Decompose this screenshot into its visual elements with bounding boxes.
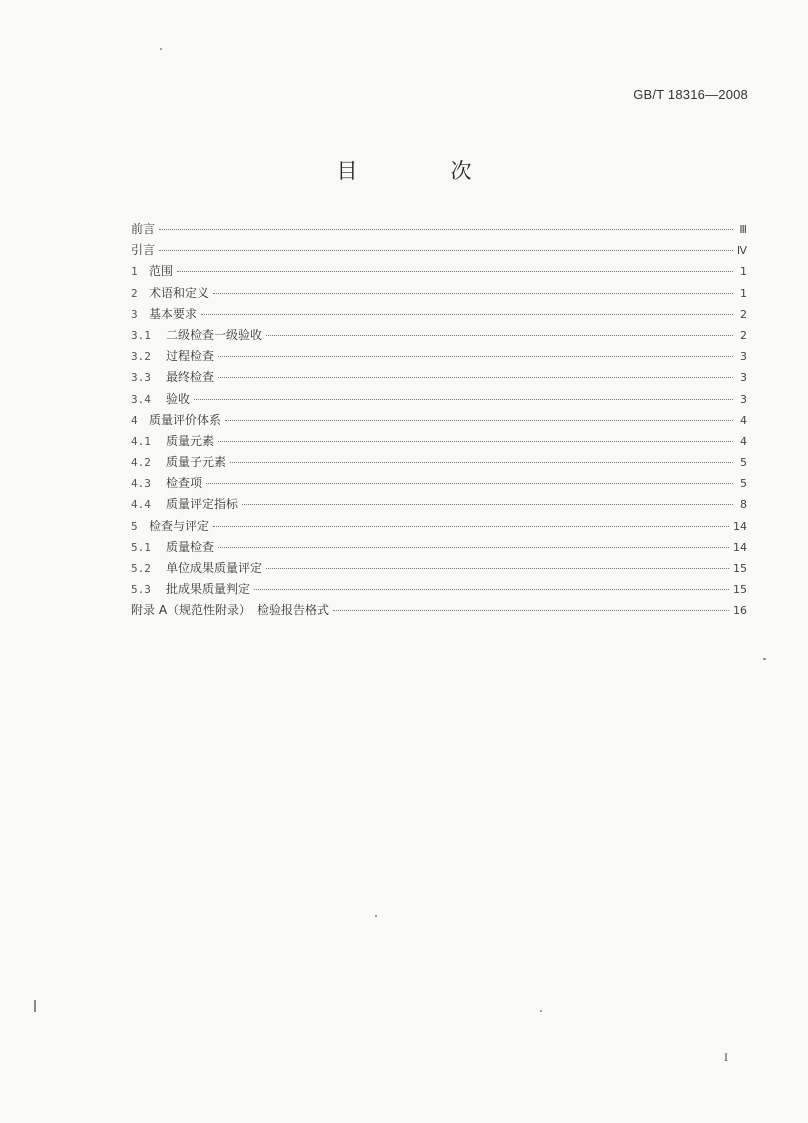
toc-dot-leader xyxy=(254,588,729,590)
toc-entry[interactable] xyxy=(131,579,747,600)
toc-entry[interactable] xyxy=(131,600,747,621)
toc-entry-label: 质量评价体系 xyxy=(149,412,222,427)
toc-entry[interactable] xyxy=(131,410,747,431)
toc-dot-leader xyxy=(213,525,729,527)
scan-speck xyxy=(763,658,766,660)
toc-entry-page: 4 xyxy=(740,413,747,427)
toc-entry[interactable] xyxy=(131,516,747,537)
toc-entry[interactable] xyxy=(131,283,747,304)
toc-entry[interactable] xyxy=(131,261,747,282)
toc-entry-page: 14 xyxy=(733,519,747,533)
toc-entry[interactable] xyxy=(131,240,747,261)
toc-entry-number: 1 xyxy=(131,265,138,279)
toc-entry-label: 范围 xyxy=(149,264,174,279)
toc-title: 目 次 xyxy=(336,159,508,183)
toc-entry-number: 5.3 xyxy=(131,583,151,597)
toc-dot-leader xyxy=(194,398,733,400)
toc-entry-number: 4.2 xyxy=(131,456,151,470)
toc-dot-leader xyxy=(159,249,733,251)
toc-entry-number: 2 xyxy=(131,286,138,300)
toc-entry[interactable] xyxy=(131,346,747,367)
toc-entry-number: 4.1 xyxy=(131,434,151,448)
scan-speck xyxy=(160,48,162,50)
toc-entry-label: 验收 xyxy=(166,391,191,406)
toc-entry[interactable] xyxy=(131,537,747,558)
toc-entry-page: 14 xyxy=(733,540,747,554)
table-of-contents xyxy=(131,219,747,622)
toc-entry-number: 3.1 xyxy=(131,328,151,342)
toc-entry-page: 15 xyxy=(733,583,747,597)
standard-code: GB/T 18316—2008 xyxy=(633,87,748,102)
toc-entry-page: 15 xyxy=(733,562,747,575)
toc-dot-leader xyxy=(266,334,733,336)
toc-entry-page: 8 xyxy=(740,498,747,512)
toc-entry-label: 批成果质量判定 xyxy=(166,582,251,597)
page-number: I xyxy=(724,1050,728,1064)
toc-entry-label: 基本要求 xyxy=(149,306,198,321)
toc-entry-label: 检查项 xyxy=(166,476,203,491)
toc-entry-number: 5.2 xyxy=(131,562,151,575)
toc-entry-page: Ⅳ xyxy=(736,244,747,258)
toc-dot-leader xyxy=(206,482,733,484)
toc-entry-label: 检查与评定 xyxy=(149,518,210,533)
toc-entry-page: 3 xyxy=(740,350,747,364)
toc-dot-leader xyxy=(218,546,729,548)
toc-entry[interactable] xyxy=(131,325,747,346)
toc-entry-page: 1 xyxy=(740,286,747,300)
toc-entry[interactable] xyxy=(131,431,747,452)
toc-entry-page: 2 xyxy=(740,307,747,321)
toc-entry[interactable] xyxy=(131,304,747,325)
toc-entry-number: 5 xyxy=(131,519,138,533)
scan-speck xyxy=(540,1010,542,1012)
toc-entry-label: 单位成果质量评定 xyxy=(166,561,263,575)
toc-entry-page: 2 xyxy=(740,328,747,342)
toc-entry-number: 4 xyxy=(131,413,138,427)
toc-entry-label: 前言 xyxy=(131,222,156,236)
toc-dot-leader xyxy=(266,567,729,569)
toc-entry-number: 3.3 xyxy=(131,371,151,385)
toc-entry-label: 术语和定义 xyxy=(149,285,210,300)
toc-entry-label: 质量检查 xyxy=(166,539,215,554)
scan-speck xyxy=(34,1000,36,1012)
toc-dot-leader xyxy=(218,376,733,378)
toc-entry-label: 过程检查 xyxy=(166,349,215,364)
toc-dot-leader xyxy=(218,440,733,442)
scan-speck xyxy=(375,915,377,917)
toc-entry-label: 质量评定指标 xyxy=(166,497,239,512)
toc-entry-number: 5.1 xyxy=(131,540,151,554)
toc-dot-leader xyxy=(333,609,729,611)
toc-entry[interactable] xyxy=(131,452,747,473)
toc-dot-leader xyxy=(159,228,733,230)
toc-entry[interactable] xyxy=(131,494,747,515)
toc-entry-page: 1 xyxy=(740,265,747,279)
toc-entry-label: 二级检查一级验收 xyxy=(166,327,263,342)
toc-entry-page: Ⅲ xyxy=(739,223,747,236)
toc-entry-number: 3 xyxy=(131,307,138,321)
toc-entry-number: 4.4 xyxy=(131,498,151,512)
toc-entry-label: 附录 A（规范性附录） 检验报告格式 xyxy=(131,603,330,618)
toc-dot-leader xyxy=(177,270,733,272)
toc-dot-leader xyxy=(242,503,733,505)
toc-dot-leader xyxy=(218,355,733,357)
toc-entry-label: 引言 xyxy=(131,243,156,258)
toc-entry[interactable] xyxy=(131,219,747,240)
toc-entry[interactable] xyxy=(131,473,747,494)
toc-dot-leader xyxy=(230,461,733,463)
toc-entry-label: 质量子元素 xyxy=(166,455,227,470)
toc-entry-label: 最终检查 xyxy=(166,370,215,385)
toc-entry-number: 4.3 xyxy=(131,477,151,491)
toc-entry-page: 5 xyxy=(740,477,747,491)
toc-entry-page: 5 xyxy=(740,456,747,470)
toc-entry-label: 质量元素 xyxy=(166,433,215,448)
toc-entry[interactable] xyxy=(131,389,747,410)
toc-entry[interactable] xyxy=(131,558,747,579)
toc-entry-number: 3.4 xyxy=(131,392,151,406)
toc-dot-leader xyxy=(213,292,733,294)
toc-entry-page: 16 xyxy=(733,604,747,618)
toc-entry-page: 3 xyxy=(740,371,747,385)
toc-dot-leader xyxy=(201,313,733,315)
toc-entry-number: 3.2 xyxy=(131,350,151,364)
toc-entry-page: 3 xyxy=(740,392,747,406)
toc-dot-leader xyxy=(225,419,733,421)
toc-entry-page: 4 xyxy=(740,434,747,448)
toc-entry[interactable] xyxy=(131,367,747,388)
